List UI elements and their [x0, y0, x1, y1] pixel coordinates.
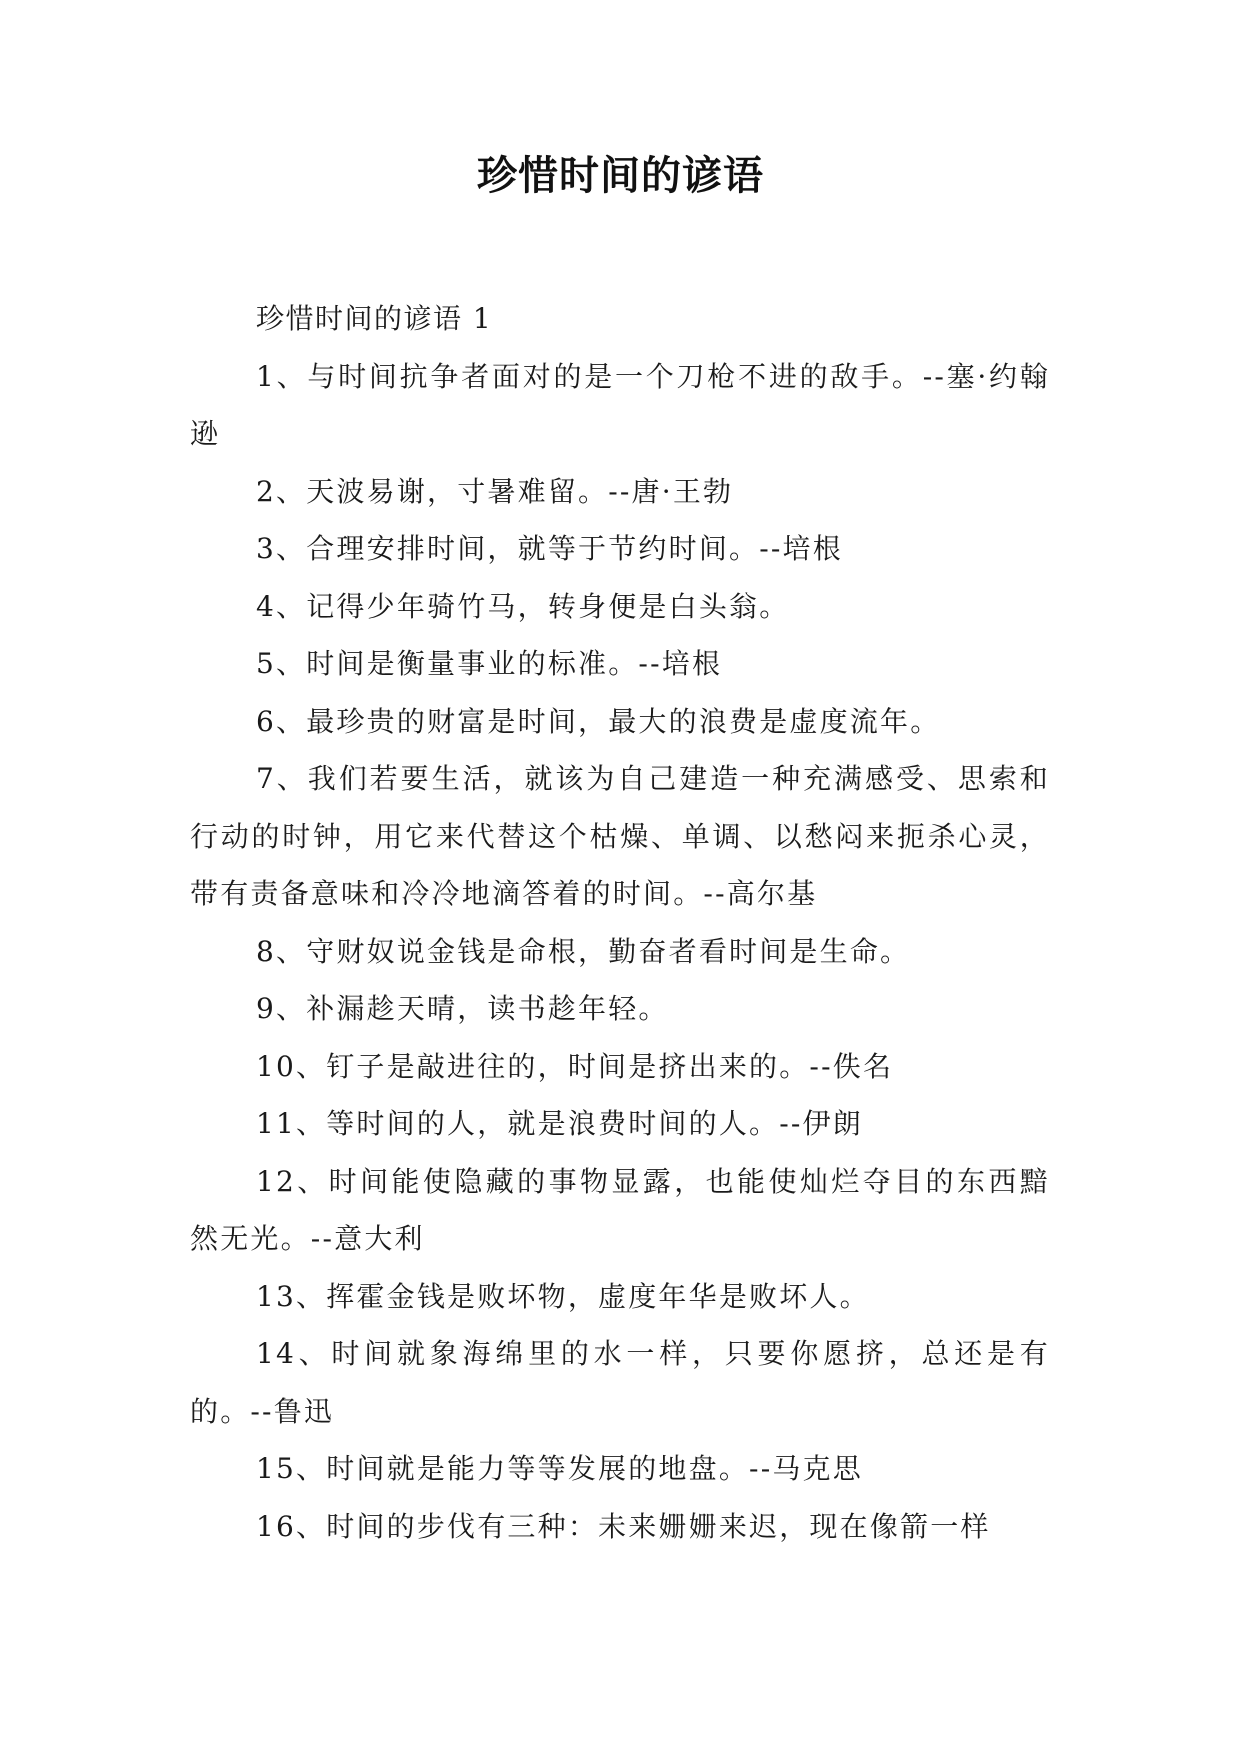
proverb-item: 6、最珍贵的财富是时间，最大的浪费是虚度流年。	[256, 704, 941, 738]
document-body	[190, 290, 1050, 1555]
proverb-item: 9、补漏趁天晴，读书趁年轻。	[256, 992, 669, 1025]
proverb-item: 3、合理安排时间，就等于节约时间。--培根	[256, 532, 843, 565]
document-title: 珍惜时间的谚语	[477, 153, 764, 199]
proverb-item: 12、时间能使隐藏的事物显露，也能使灿烂夺目的东西黯然无光。--意大利	[190, 1164, 1050, 1255]
proverb-item: 2、天波易谢，寸暑难留。--唐·王勃	[256, 474, 734, 508]
proverb-item: 7、我们若要生活，就该为自己建造一种充满感受、思索和行动的时钟，用它来代替这个枯燥、单调、以愁闷来扼杀心灵，带有责备意味和冷冷地滴答着的时间。--高尔基	[190, 762, 1050, 910]
proverb-item: 1、与时间抗争者面对的是一个刀枪不进的敌手。--塞·约翰逊	[190, 359, 1050, 450]
proverb-item: 14、时间就象海绵里的水一样，只要你愿挤，总还是有的。--鲁迅	[190, 1337, 1050, 1428]
proverb-item: 16、时间的步伐有三种：未来姗姗来迟，现在像箭一样	[256, 1509, 991, 1543]
proverb-item: 11、等时间的人，就是浪费时间的人。--伊朗	[256, 1107, 863, 1140]
proverb-item: 13、挥霍金钱是败坏物，虚度年华是败坏人。	[256, 1279, 870, 1313]
proverb-item: 5、时间是衡量事业的标准。--培根	[256, 647, 723, 680]
section-heading: 珍惜时间的谚语 1	[256, 302, 493, 335]
proverb-item: 4、记得少年骑竹马，转身便是白头翁。	[256, 589, 790, 623]
proverb-item: 15、时间就是能力等等发展的地盘。--马克思	[256, 1452, 863, 1485]
proverb-item: 8、守财奴说金钱是命根，勤奋者看时间是生命。	[256, 934, 911, 968]
proverb-item: 10、钉子是敲进往的，时间是挤出来的。--佚名	[256, 1049, 894, 1083]
